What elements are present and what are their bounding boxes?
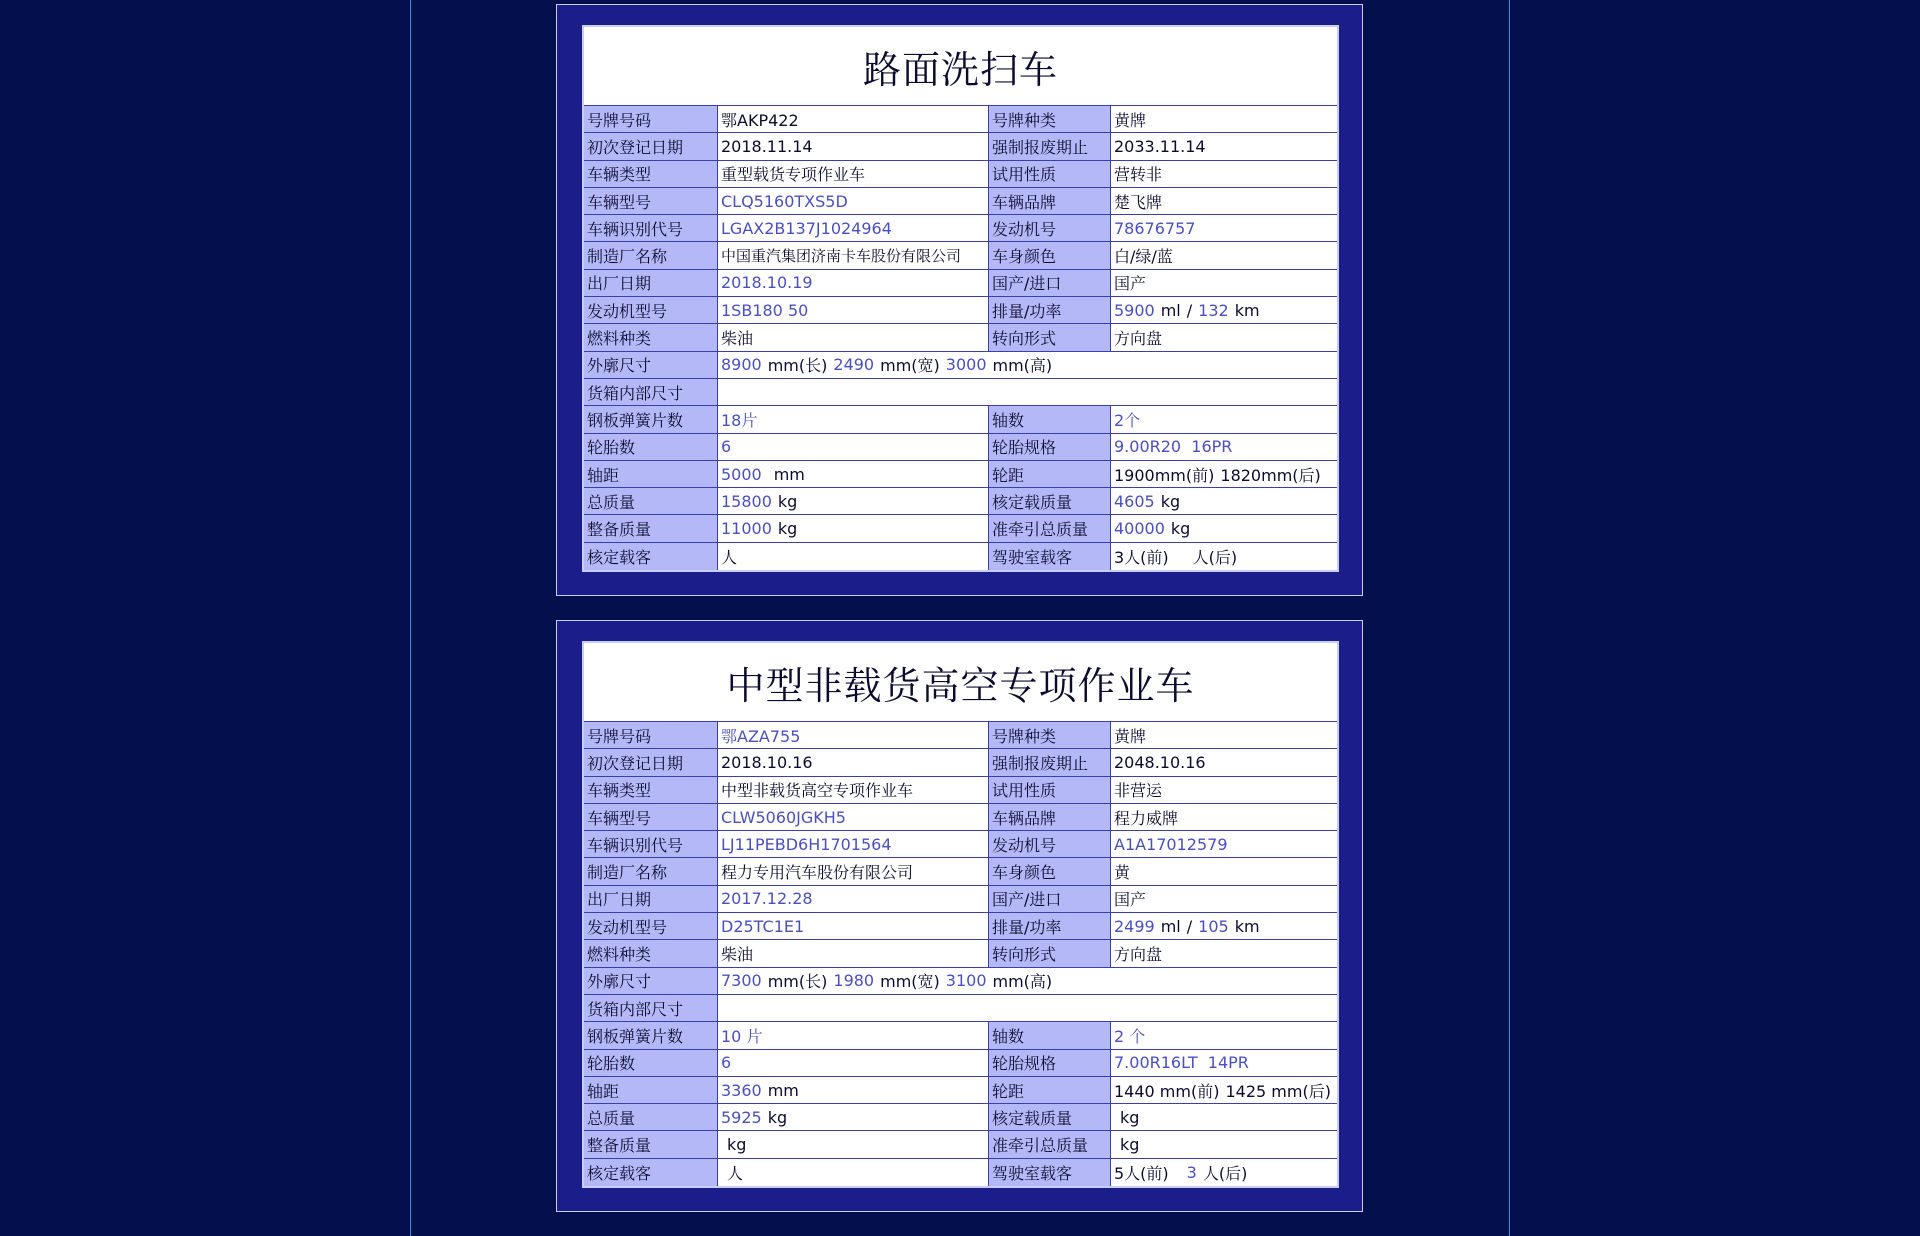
field-label: 制造厂名称 [584,242,718,268]
table-row [584,1131,1337,1158]
field-label: 国产/进口 [989,270,1111,296]
field-value [1111,1131,1337,1157]
height-value: 3100 [945,971,987,991]
field-label: 号牌种类 [989,106,1111,132]
field-label: 核定载质量 [989,1104,1111,1130]
field-value [1111,1077,1337,1103]
table-row [584,777,1337,804]
separator: / [1186,300,1193,320]
field-value: 10 片 [718,1022,989,1048]
field-label: 排量/功率 [989,297,1111,323]
table-row [584,1104,1337,1131]
field-value: 方向盘 [1111,324,1337,350]
field-label: 初次登记日期 [584,133,718,159]
wheelbase-unit: mm [767,1080,799,1100]
field-value [718,515,989,541]
table-row [584,940,1337,967]
cab-rear-count: 3 [1186,1162,1197,1182]
field-value: 营转非 [1111,161,1337,187]
width-value: 2490 [833,355,875,375]
field-value: 国产 [1111,270,1337,296]
field-label: 核定载质量 [989,488,1111,514]
field-value [1111,488,1337,514]
field-label: 强制报废期止 [989,749,1111,775]
field-label: 轮胎规格 [989,434,1111,460]
length-unit: mm(长) [767,356,828,376]
page-border-right [1509,0,1510,1236]
table-row [584,886,1337,913]
field-value: 白/绿/蓝 [1111,242,1337,268]
curb-unit: kg [777,519,798,539]
field-label: 轮胎数 [584,1050,718,1076]
vehicle-info-sheet [582,641,1339,1188]
field-label: 轮胎规格 [989,1050,1111,1076]
table-row [584,379,1337,406]
field-value: 6 [718,434,989,460]
field-value: 鄂AKP422 [718,106,989,132]
length-unit: mm(长) [767,972,828,992]
vehicle-title: 路面洗扫车 [584,27,1337,106]
field-value: 18片 [718,406,989,432]
field-label: 整备质量 [584,515,718,541]
vehicle-card [556,620,1363,1212]
table-row [584,804,1337,831]
payload-unit: kg [1120,1107,1140,1127]
field-value: 黄牌 [1111,106,1337,132]
field-label: 整备质量 [584,1131,718,1157]
field-value: CLW5060JGKH5 [718,804,989,830]
field-value: LJ11PEBD6H1701564 [718,831,989,857]
curb-unit: kg [727,1135,747,1155]
length-value: 7300 [721,971,762,991]
table-row [584,515,1337,542]
field-value [1111,1104,1337,1130]
field-value: LGAX2B137J1024964 [718,215,989,241]
field-value: 中型非载货高空专项作业车 [718,777,989,803]
field-value: 非营运 [1111,777,1337,803]
gross-unit: kg [777,491,798,511]
field-label: 初次登记日期 [584,749,718,775]
width-unit: mm(宽) [880,356,940,376]
field-value: 2个 [1111,406,1337,432]
field-value: 方向盘 [1111,940,1337,966]
field-label: 轮距 [989,1077,1111,1103]
field-label: 排量/功率 [989,913,1111,939]
cab-front: 3人(前) [1114,547,1169,567]
table-row [584,1022,1337,1049]
field-value: 78676757 [1111,215,1337,241]
field-value: 程力专用汽车股份有限公司 [718,858,989,884]
field-value [1111,297,1337,323]
field-value: 6 [718,1050,989,1076]
field-value [718,995,1337,1021]
field-value [718,1159,989,1186]
field-label: 车身颜色 [989,858,1111,884]
width-value: 1980 [833,971,875,991]
table-row [584,270,1337,297]
table-row [584,242,1337,269]
field-value: 柴油 [718,324,989,350]
field-label: 强制报废期止 [989,133,1111,159]
vehicle-card [556,4,1363,596]
field-value: 2017.12.28 [718,886,989,912]
passenger-unit: 人 [727,1163,744,1183]
table-row [584,722,1337,749]
power-value: 105 [1198,916,1229,936]
field-label: 转向形式 [989,940,1111,966]
track-rear: 1425 mm(后) [1225,1081,1331,1101]
field-label: 车辆类型 [584,161,718,187]
field-label: 燃料种类 [584,324,718,350]
gross-value: 15800 [721,491,772,511]
field-label: 总质量 [584,488,718,514]
field-label: 轴距 [584,461,718,487]
gross-value: 5925 [721,1107,762,1127]
table-row [584,352,1337,379]
vehicle-info-sheet [582,25,1339,572]
power-unit: km [1234,300,1260,320]
table-row [584,188,1337,215]
field-label: 准牵引总质量 [989,1131,1111,1157]
field-value: CLQ5160TXS5D [718,188,989,214]
field-value: 黄牌 [1111,722,1337,748]
field-value: 1SB180 50 [718,297,989,323]
displacement-value: 2499 [1114,916,1155,936]
field-value: 2018.11.14 [718,133,989,159]
field-label: 国产/进口 [989,886,1111,912]
field-label: 车辆型号 [584,804,718,830]
field-label: 出厂日期 [584,270,718,296]
field-label: 总质量 [584,1104,718,1130]
displacement-unit: ml [1160,916,1181,936]
field-value: A1A17012579 [1111,831,1337,857]
gross-unit: kg [767,1107,788,1127]
field-label: 驾驶室载客 [989,543,1111,570]
field-label: 车身颜色 [989,242,1111,268]
field-value [718,543,989,570]
displacement-value: 5900 [1114,300,1155,320]
field-label: 货箱内部尺寸 [584,995,718,1021]
table-row [584,106,1337,133]
table-row [584,297,1337,324]
power-unit: km [1234,916,1260,936]
cab-rear: 人(后) [1192,547,1238,567]
field-value: 7.00R16LT 14PR [1111,1050,1337,1076]
field-label: 外廓尺寸 [584,968,718,994]
field-label: 核定载客 [584,543,718,570]
field-label: 试用性质 [989,777,1111,803]
field-label: 轴数 [989,406,1111,432]
field-value [1111,1159,1337,1186]
tow-value: 40000 [1114,519,1165,539]
field-label: 号牌号码 [584,722,718,748]
table-row [584,461,1337,488]
table-row [584,1159,1337,1186]
tow-unit: kg [1120,1135,1140,1155]
field-value: 重型载货专项作业车 [718,161,989,187]
field-value: 2018.10.19 [718,270,989,296]
field-label: 车辆型号 [584,188,718,214]
table-row [584,913,1337,940]
field-value [718,488,989,514]
passenger-unit: 人 [721,547,738,567]
field-label: 燃料种类 [584,940,718,966]
wheelbase-unit: mm [773,464,805,484]
track-front: 1440 mm(前) [1114,1081,1220,1101]
table-row [584,749,1337,776]
vehicle-title: 中型非载货高空专项作业车 [584,643,1337,722]
table-row [584,406,1337,433]
page-border-left [410,0,411,1236]
field-value [718,1077,989,1103]
field-value: D25TC1E1 [718,913,989,939]
field-label: 车辆识别代号 [584,831,718,857]
cab-rear: 人(后) [1202,1163,1248,1183]
width-unit: mm(宽) [880,972,940,992]
table-row [584,324,1337,351]
field-label: 轴数 [989,1022,1111,1048]
field-value: 楚飞牌 [1111,188,1337,214]
field-label: 号牌号码 [584,106,718,132]
field-label: 车辆品牌 [989,188,1111,214]
field-label: 准牵引总质量 [989,515,1111,541]
field-value: 黄 [1111,858,1337,884]
field-label: 发动机型号 [584,297,718,323]
field-label: 核定载客 [584,1159,718,1186]
table-row [584,968,1337,995]
field-value: 国产 [1111,886,1337,912]
power-value: 132 [1198,300,1229,320]
field-label: 制造厂名称 [584,858,718,884]
table-row [584,543,1337,570]
table-row [584,858,1337,885]
height-value: 3000 [945,355,987,375]
displacement-unit: ml [1160,300,1181,320]
cab-front: 5人(前) [1114,1163,1169,1183]
track-front: 1900mm(前) [1114,465,1215,485]
field-value [1111,913,1337,939]
field-value: 2033.11.14 [1111,133,1337,159]
field-value [1111,515,1337,541]
payload-value: 4605 [1114,491,1155,511]
wheelbase-value: 5000 [721,464,762,484]
field-value: 2018.10.16 [718,749,989,775]
field-label: 轮胎数 [584,434,718,460]
tow-unit: kg [1170,519,1191,539]
field-label: 货箱内部尺寸 [584,379,718,405]
height-unit: mm(高) [992,972,1053,992]
table-row [584,995,1337,1022]
field-value [1111,461,1337,487]
field-label: 钢板弹簧片数 [584,1022,718,1048]
field-label: 转向形式 [989,324,1111,350]
field-label: 轮距 [989,461,1111,487]
table-row [584,215,1337,242]
track-rear: 1820mm(后) [1220,465,1321,485]
payload-unit: kg [1160,491,1181,511]
field-label: 车辆类型 [584,777,718,803]
field-value: 柴油 [718,940,989,966]
field-value [718,1104,989,1130]
field-label: 驾驶室载客 [989,1159,1111,1186]
field-value: 鄂AZA755 [718,722,989,748]
field-value [718,968,1337,994]
field-value: 9.00R20 16PR [1111,434,1337,460]
field-value: 2 个 [1111,1022,1337,1048]
length-value: 8900 [721,355,762,375]
field-label: 外廓尺寸 [584,352,718,378]
height-unit: mm(高) [992,356,1053,376]
curb-value: 11000 [721,519,772,539]
field-label: 出厂日期 [584,886,718,912]
field-label: 车辆品牌 [989,804,1111,830]
table-row [584,488,1337,515]
field-value [718,379,1337,405]
table-row [584,1050,1337,1077]
field-value: 2048.10.16 [1111,749,1337,775]
field-label: 钢板弹簧片数 [584,406,718,432]
field-label: 轴距 [584,1077,718,1103]
field-value [1111,543,1337,570]
table-row [584,434,1337,461]
field-label: 发动机号 [989,215,1111,241]
table-row [584,133,1337,160]
field-value [718,461,989,487]
field-value: 中国重汽集团济南卡车股份有限公司 [718,242,989,268]
field-value: 程力威牌 [1111,804,1337,830]
table-row [584,1077,1337,1104]
field-label: 发动机型号 [584,913,718,939]
table-row [584,831,1337,858]
field-label: 车辆识别代号 [584,215,718,241]
field-label: 试用性质 [989,161,1111,187]
field-value [718,1131,989,1157]
field-label: 号牌种类 [989,722,1111,748]
field-label: 发动机号 [989,831,1111,857]
wheelbase-value: 3360 [721,1080,762,1100]
field-value [718,352,1337,378]
table-row [584,161,1337,188]
separator: / [1186,916,1193,936]
